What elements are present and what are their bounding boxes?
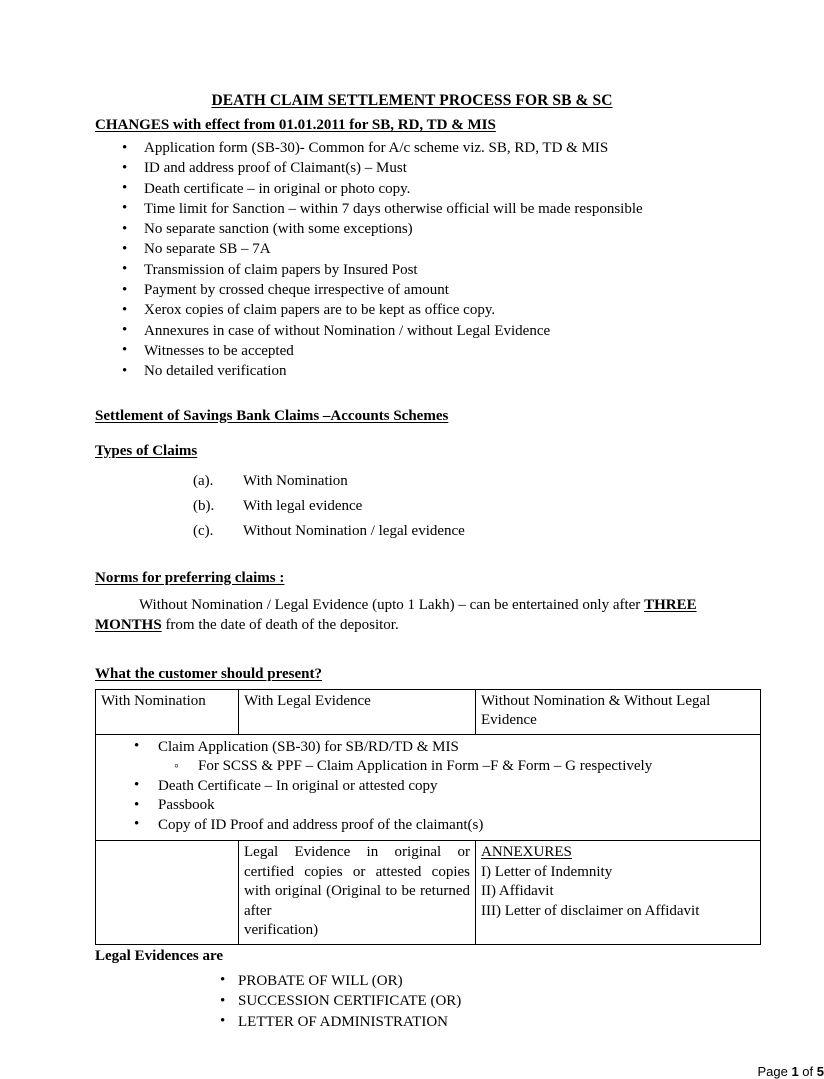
claim-type-text: With legal evidence <box>243 497 363 514</box>
list-item: • No separate SB – 7A <box>95 239 729 259</box>
column-header-with-legal-evidence: With Legal Evidence <box>239 689 476 734</box>
list-item: • Annexures in case of without Nomination / without Legal Evidence <box>95 321 729 341</box>
document-body <box>95 92 824 1079</box>
present-heading <box>95 666 729 683</box>
footer-middle: of <box>798 1064 817 1079</box>
list-item: • Passbook <box>101 796 755 816</box>
list-item <box>95 469 729 494</box>
annexures-title: ANNEXURES <box>481 844 572 861</box>
page-footer <box>95 1064 824 1079</box>
spacer <box>95 429 729 443</box>
norms-emphasis: THREE MONTHS <box>95 596 697 634</box>
changes-heading-text: CHANGES with effect from 01.01.2011 for SB, RD, TD & MIS <box>95 117 496 133</box>
claim-type-label: (a). <box>193 472 214 489</box>
claim-type-text: With Nomination <box>243 472 348 489</box>
norms-line-2: from the date of death of the depositor. <box>161 617 399 634</box>
claim-types-list <box>95 469 729 544</box>
list-item: • Payment by crossed cheque irrespective of amount <box>95 280 729 300</box>
list-item: • PROBATE OF WILL (OR) <box>95 971 729 992</box>
annexure-item: III) Letter of disclaimer on Affidavit <box>481 902 700 919</box>
legal-evidences-heading: Legal Evidences are <box>95 947 224 964</box>
common-requirements-list <box>101 738 755 836</box>
list-item <box>95 494 729 519</box>
norms-heading <box>95 570 729 587</box>
cell-annexures <box>476 841 761 945</box>
list-item: • Transmission of claim papers by Insured Post <box>95 260 729 280</box>
list-item: • SUCCESSION CERTIFICATE (OR) <box>95 991 729 1012</box>
legal-evidence-text: Legal Evidence in original or certified copies or attested copies with original (Original to be returned after <box>244 844 470 919</box>
list-item: • Copy of ID Proof and address proof of the claimant(s) <box>101 816 755 836</box>
list-item: • Witnesses to be accepted <box>95 341 729 361</box>
list-item: • No separate sanction (with some exceptions) <box>95 219 729 239</box>
list-item: • Claim Application (SB-30) for SB/RD/TD & MIS <box>101 738 755 758</box>
settlement-heading-text: Settlement of Savings Bank Claims –Accounts Schemes <box>95 407 449 424</box>
claim-type-label: (c). <box>193 522 214 539</box>
annexure-item: II) Affidavit <box>481 883 554 900</box>
norms-heading-text: Norms for preferring claims : <box>95 569 285 586</box>
list-item: • Time limit for Sanction – within 7 days otherwise official will be made responsible <box>95 199 729 219</box>
page-title <box>95 92 729 110</box>
claim-type-text: Without Nomination / legal evidence <box>243 522 465 539</box>
column-header-with-nomination: With Nomination <box>96 689 239 734</box>
footer-current-page: 1 <box>791 1064 799 1079</box>
list-item: • Xerox copies of claim papers are to be kept as office copy. <box>95 300 729 320</box>
cell-with-nomination-empty <box>96 841 239 945</box>
table-header-row <box>96 689 761 734</box>
list-item: • Death Certificate – In original or attested copy <box>101 777 755 797</box>
annexure-item: I) Letter of Indemnity <box>481 863 613 880</box>
footer-prefix: Page <box>757 1064 792 1079</box>
list-item: • ID and address proof of Claimant(s) – Must <box>95 158 729 178</box>
changes-heading <box>95 117 729 134</box>
list-item: • LETTER OF ADMINISTRATION <box>95 1012 729 1033</box>
table-row <box>96 841 761 945</box>
list-item: • Application form (SB-30)- Common for A/c scheme viz. SB, RD, TD & MIS <box>95 138 729 158</box>
common-requirements-cell <box>96 734 761 841</box>
list-item: • No detailed verification <box>95 361 729 381</box>
types-of-claims-heading <box>95 443 729 460</box>
spacer <box>95 382 729 408</box>
list-item: • Death certificate – in original or photo copy. <box>95 179 729 199</box>
changes-bullet-list <box>95 138 729 382</box>
list-item-sub: ◦ For SCSS & PPF – Claim Application in Form –F & Form – G respectively <box>101 757 755 777</box>
norms-line-1: Without Nomination / Legal Evidence (upto 1 Lakh) – can be entertained only after <box>139 596 641 613</box>
legal-evidences-list <box>95 971 729 1033</box>
legal-evidence-text-last: verification) <box>244 922 319 939</box>
cell-legal-evidence-detail <box>239 841 476 945</box>
table-row <box>96 734 761 841</box>
norms-paragraph <box>95 595 729 636</box>
column-header-without-nomination: Without Nomination & Without Legal Evidence <box>476 689 761 734</box>
claim-type-label: (b). <box>193 497 215 514</box>
list-item <box>95 519 729 544</box>
page-title-text: DEATH CLAIM SETTLEMENT PROCESS FOR SB & SC <box>211 92 613 109</box>
spacer <box>95 636 729 666</box>
footer-total-pages: 5 <box>816 1064 824 1079</box>
present-heading-text: What the customer should present? <box>95 665 322 682</box>
spacer <box>95 544 729 570</box>
customer-documents-table <box>95 689 761 945</box>
settlement-heading <box>95 408 729 425</box>
types-of-claims-heading-text: Types of Claims <box>95 442 198 459</box>
